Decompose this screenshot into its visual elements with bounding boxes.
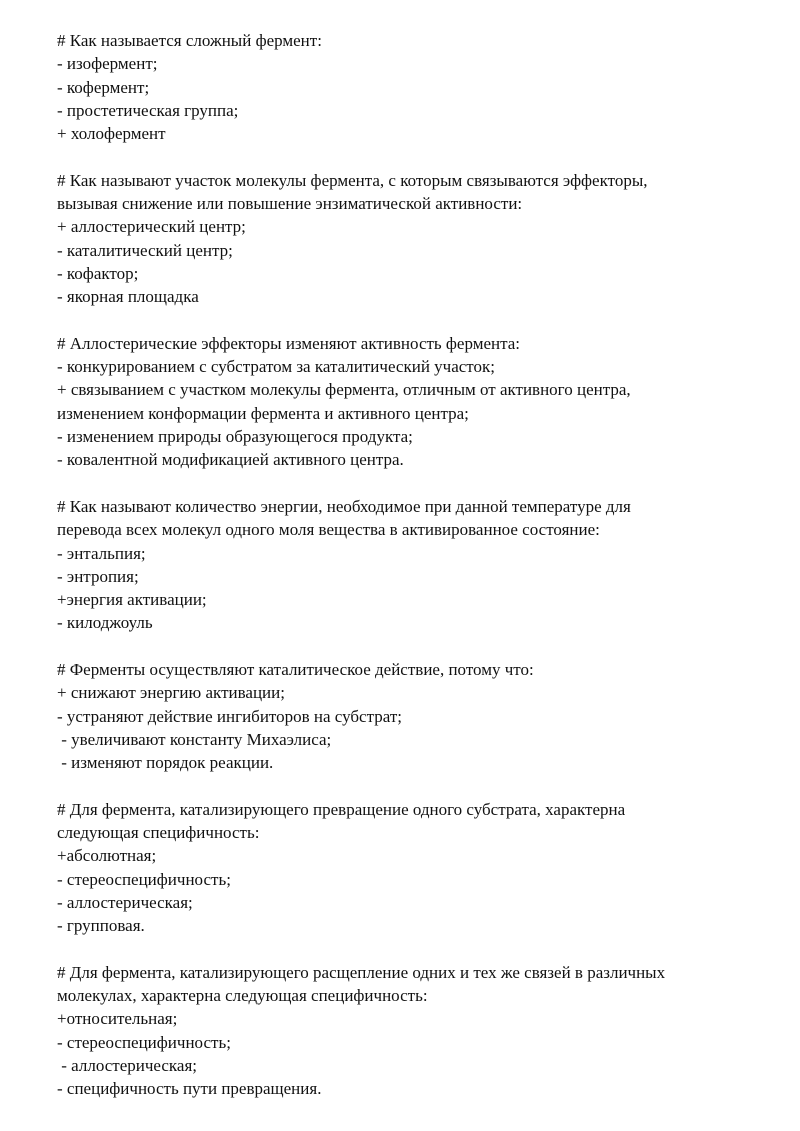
answer-option: - энтальпия; xyxy=(57,543,146,563)
answer-option: - каталитический центр; xyxy=(57,240,233,260)
answer-option: +относительная; xyxy=(57,1009,178,1029)
question-block xyxy=(57,798,757,938)
answer-option: - аллостерическая; xyxy=(57,892,193,912)
answer-option: - кофактор; xyxy=(57,263,139,283)
answer-option: - увеличивают константу Михаэлиса; xyxy=(57,729,332,749)
question-text: # Как называется сложный фермент: xyxy=(57,31,322,50)
question-text: вызывая снижение или повышение энзиматической активности: xyxy=(57,194,523,214)
answer-option: - групповая. xyxy=(57,916,145,936)
question-block xyxy=(57,29,757,145)
answer-option: + связыванием с участком молекулы фермента, отличным от активного центра, xyxy=(57,380,631,400)
answer-option: + холофермент xyxy=(57,124,166,144)
answer-option: - изофермент; xyxy=(57,54,158,74)
answer-option: - специфичность пути превращения. xyxy=(57,1079,322,1099)
answer-option: - изменением природы образующегося продукта; xyxy=(57,427,413,447)
question-block xyxy=(57,169,757,309)
question-text: перевода всех молекул одного моля вещества в активированное состояние: xyxy=(57,520,600,540)
answer-option: изменением конформации фермента и активного центра; xyxy=(57,403,469,423)
answer-option: - ковалентной модификацией активного центра. xyxy=(57,450,404,470)
answer-option: - конкурированием с субстратом за каталитический участок; xyxy=(57,357,495,377)
question-block xyxy=(57,658,757,774)
document-page xyxy=(57,29,757,1124)
answer-option: +абсолютная; xyxy=(57,846,157,866)
question-text: # Как называют участок молекулы фермента, с которым связываются эффекторы, xyxy=(57,170,648,190)
answer-option: - устраняют действие ингибиторов на субстрат; xyxy=(57,706,402,726)
answer-option: - кофермент; xyxy=(57,77,150,97)
answer-option: + снижают энергию активации; xyxy=(57,683,285,703)
question-text: # Ферменты осуществляют каталитическое действие, потому что: xyxy=(57,660,534,680)
answer-option: - килоджоуль xyxy=(57,613,153,633)
answer-option: - простетическая группа; xyxy=(57,100,239,120)
answer-option: - аллостерическая; xyxy=(57,1056,198,1076)
question-block xyxy=(57,332,757,472)
answer-option: - изменяют порядок реакции. xyxy=(57,753,274,773)
answer-option: - стереоспецифичность; xyxy=(57,869,231,889)
question-text: молекулах, характерна следующая специфичность: xyxy=(57,986,428,1006)
answer-option: - энтропия; xyxy=(57,566,139,586)
question-block xyxy=(57,961,757,1101)
question-text: # Для фермента, катализирующего превращение одного субстрата, характерна xyxy=(57,799,626,819)
question-text: следующая специфичность: xyxy=(57,823,260,843)
question-text: # Как называют количество энергии, необходимое при данной температуре для xyxy=(57,496,631,516)
question-text: # Для фермента, катализирующего расщепление одних и тех же связей в различных xyxy=(57,962,666,982)
answer-option: + аллостерический центр; xyxy=(57,217,246,237)
question-block xyxy=(57,495,757,635)
answer-option: - стереоспецифичность; xyxy=(57,1032,231,1052)
question-text: # Аллостерические эффекторы изменяют активность фермента: xyxy=(57,333,521,353)
answer-option: - якорная площадка xyxy=(57,287,199,307)
answer-option: +энергия активации; xyxy=(57,590,207,610)
